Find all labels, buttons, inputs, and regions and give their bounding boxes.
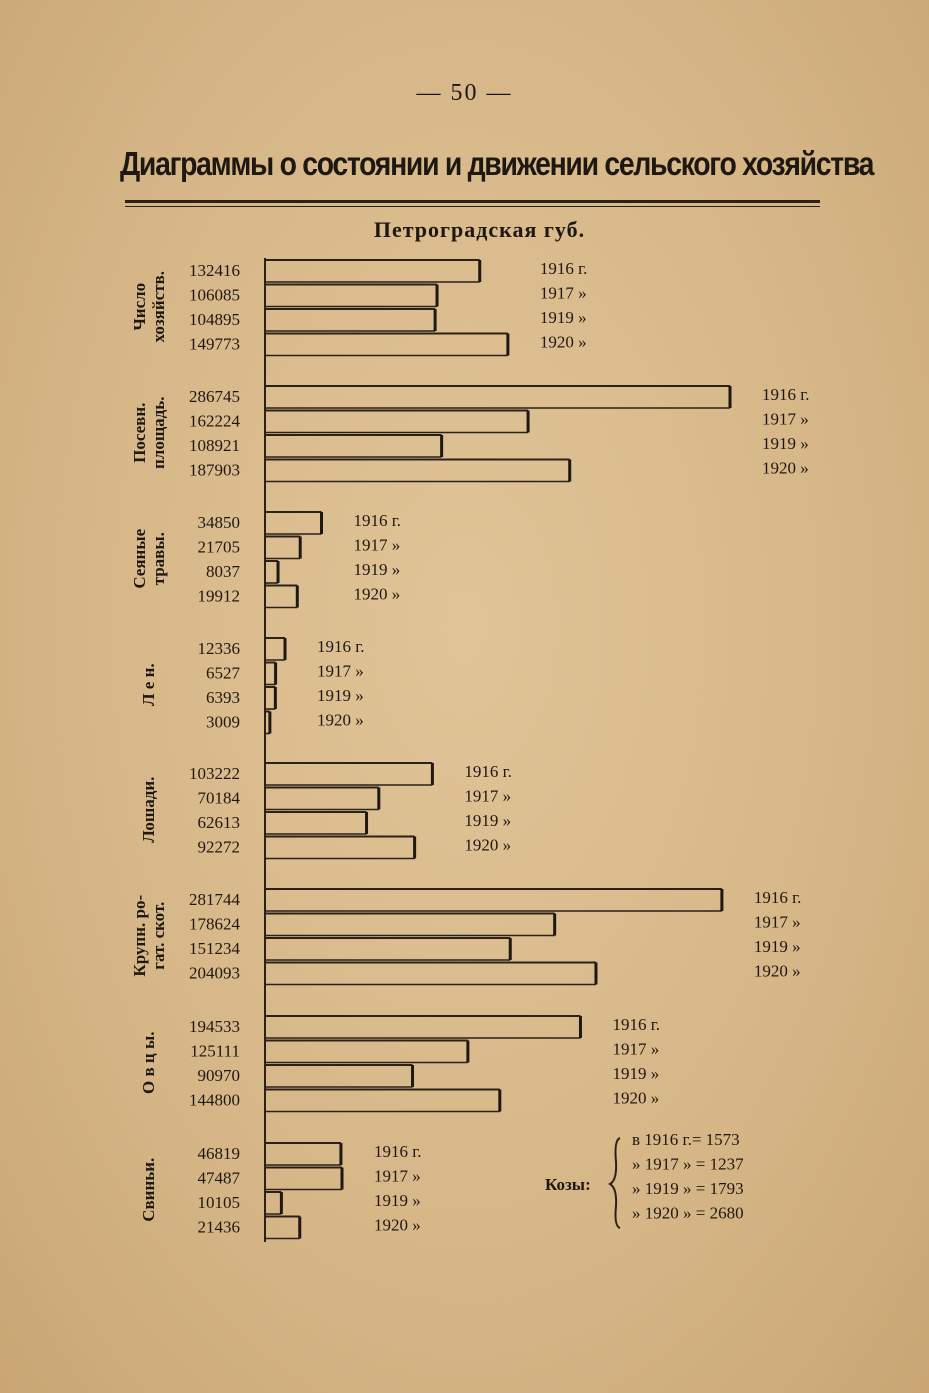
value-label: 6527 — [206, 663, 240, 683]
value-label: 90970 — [197, 1066, 240, 1085]
year-label: 1919 » — [753, 937, 801, 956]
value-label: 194533 — [189, 1017, 240, 1036]
value-label: 10105 — [197, 1193, 240, 1212]
value-label: 162224 — [189, 411, 240, 431]
value-label: 19912 — [197, 586, 240, 606]
year-label: 1916 г. — [464, 762, 512, 781]
page-title: Диаграммы о состоянии и движении сельского хозяйства — [120, 145, 874, 182]
goats-line: » 1917 » = 1237 — [632, 1154, 744, 1174]
year-label: 1916 г. — [753, 888, 802, 907]
year-label: 1920 » — [317, 710, 364, 730]
value-label: 92272 — [197, 837, 240, 857]
group-label: Числохозяйств. — [130, 270, 168, 343]
year-label: 1920 » — [753, 961, 801, 981]
value-label: 70184 — [197, 788, 240, 808]
value-label: 187903 — [189, 460, 240, 480]
group-label: Л е н. — [139, 663, 158, 707]
year-label: 1920 » — [374, 1215, 421, 1235]
value-label: 103222 — [189, 764, 240, 783]
year-label: 1916 г. — [317, 637, 365, 656]
year-label: 1919 » — [612, 1064, 660, 1083]
value-label: 286745 — [189, 387, 240, 406]
year-label: 1919 » — [464, 811, 512, 830]
group-label: Крупн. ро-гат. скот. — [130, 894, 168, 977]
year-label: 1916 г. — [612, 1015, 661, 1034]
year-label: 1917 » — [317, 661, 364, 681]
group-label: Свиньи. — [139, 1157, 158, 1222]
goats-label: Козы: — [545, 1175, 591, 1194]
year-label: 1917 » — [753, 912, 801, 932]
value-label: 125111 — [190, 1041, 240, 1061]
year-label: 1919 » — [539, 308, 587, 327]
value-label: 144800 — [189, 1090, 240, 1110]
value-label: 149773 — [189, 334, 240, 354]
year-label: 1917 » — [539, 283, 587, 303]
value-label: 8037 — [206, 562, 240, 581]
goats-line: в 1916 г.= 1573 — [632, 1130, 740, 1149]
year-label: 1917 » — [464, 786, 512, 806]
value-label: 204093 — [189, 963, 240, 983]
group-label: Лошади. — [139, 776, 158, 843]
value-label: 6393 — [206, 688, 240, 707]
value-label: 178624 — [189, 914, 240, 934]
value-label: 281744 — [189, 890, 240, 909]
value-label: 108921 — [189, 436, 240, 455]
year-label: 1917 » — [612, 1039, 660, 1059]
year-label: 1920 » — [612, 1088, 660, 1108]
goats-line: » 1920 » = 2680 — [632, 1203, 744, 1223]
year-label: 1919 » — [762, 434, 809, 453]
year-label: 1920 » — [539, 332, 587, 352]
value-label: 21705 — [197, 537, 240, 557]
year-label: 1920 » — [762, 458, 809, 478]
year-label: 1916 г. — [374, 1142, 422, 1161]
year-label: 1916 г. — [762, 385, 810, 404]
value-label: 3009 — [206, 712, 240, 732]
year-label: 1917 » — [353, 535, 401, 555]
chart-title: Петроградская губ. — [373, 217, 586, 242]
year-label: 1920 » — [353, 584, 401, 604]
value-label: 132416 — [189, 261, 240, 280]
goats-line: » 1919 » = 1793 — [632, 1179, 744, 1198]
value-label: 21436 — [197, 1217, 240, 1237]
group-label: Сеяныетравы. — [130, 528, 168, 589]
value-label: 62613 — [197, 813, 240, 832]
value-label: 46819 — [197, 1144, 240, 1163]
value-label: 34850 — [197, 513, 240, 532]
year-label: 1920 » — [464, 835, 512, 855]
year-label: 1916 г. — [353, 511, 402, 530]
year-label: 1916 г. — [539, 259, 588, 278]
value-label: 47487 — [197, 1168, 240, 1188]
year-label: 1919 » — [374, 1191, 421, 1210]
year-label: 1917 » — [762, 409, 809, 429]
value-label: 12336 — [197, 639, 240, 658]
group-label: Посевн.площадь. — [130, 396, 168, 470]
value-label: 151234 — [189, 939, 240, 958]
year-label: 1917 » — [374, 1166, 421, 1186]
value-label: 106085 — [189, 285, 240, 305]
year-label: 1919 » — [317, 686, 364, 705]
year-label: 1919 » — [353, 560, 401, 579]
goats-brace — [610, 1138, 620, 1228]
value-label: 104895 — [189, 310, 240, 329]
page-number: — 50 — — [416, 80, 513, 106]
group-label: О в ц ы. — [139, 1031, 158, 1094]
